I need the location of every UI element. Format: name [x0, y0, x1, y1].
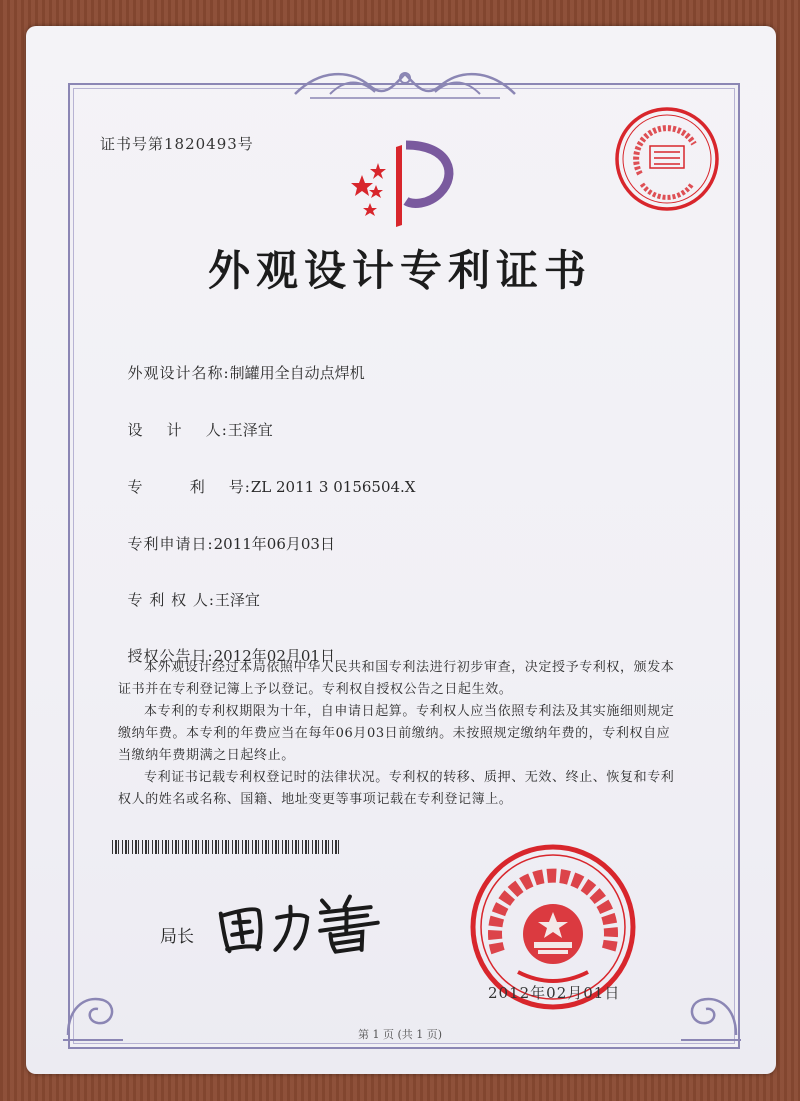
paragraph: 本外观设计经过本局依照中华人民共和国专利法进行初步审查，决定授予专利权，颁发本证书并在专利登记簿上予以登记。专利权自授权公告之日起生效。: [118, 660, 675, 697]
small-red-seal-icon: [612, 104, 722, 214]
certificate-body-text: [118, 657, 683, 811]
page-number: 第 1 页 (共 1 页): [357, 1028, 443, 1041]
field-designer: [118, 401, 273, 440]
field-value: 2011年06月03日: [213, 535, 335, 553]
field-label: 专利申请日:: [127, 535, 214, 553]
field-label: 专 利 权 人:: [127, 591, 215, 609]
paragraph: 专利证书记载专利权登记时的法律状况。专利权的转移、质押、无效、终止、恢复和专利权人的姓名或名称、国籍、地址变更等事项记载在专利登记簿上。: [118, 770, 675, 807]
field-label: 外观设计名称:: [127, 364, 230, 382]
certificate-number: 证书号第1820493号: [100, 135, 254, 153]
field-value: 王泽宜: [227, 421, 273, 439]
field-patentee: [118, 571, 260, 610]
patent-office-logo-icon: [340, 135, 470, 235]
director-label: 局长: [160, 927, 194, 947]
field-filing-date: [118, 515, 335, 554]
issue-date: 2012年02月01日: [488, 984, 621, 1002]
paragraph: 本专利的专利权期限为十年，自申请日起算。专利权人应当依照专利法及其实施细则规定缴纳年费。本专利的年费应当在每年06月03日前缴纳。未按照规定缴纳年费的，专利权自应当缴纳年费期满之日起终止。: [118, 704, 675, 763]
field-value: 2012年02月01日: [213, 647, 335, 665]
barcode: [112, 840, 340, 854]
top-ornament-icon: [290, 64, 520, 104]
field-label: 专 利 号:: [127, 478, 251, 496]
director-signature: [209, 882, 394, 976]
field-value: ZL 2011 3 0156504.X: [250, 478, 416, 496]
field-value: 王泽宜: [214, 591, 260, 609]
field-label: 设 计 人:: [127, 421, 228, 439]
field-value: 制罐用全自动点焊机: [229, 364, 365, 382]
field-patent-number: [118, 458, 415, 497]
certificate-title: 外观设计专利证书: [207, 246, 592, 295]
field-label: 授权公告日:: [127, 647, 214, 665]
field-design-name: [118, 344, 365, 383]
signature-icon: [209, 882, 393, 964]
